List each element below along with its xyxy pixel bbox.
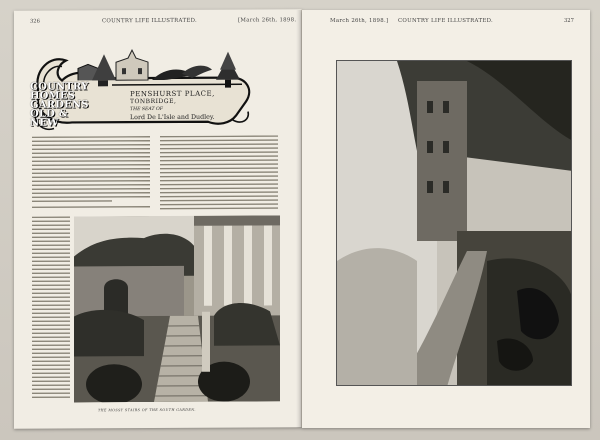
- garden-photograph: [337, 61, 572, 386]
- place-name: PENSHURST PLACE,: [130, 89, 215, 99]
- photo-garden-walk: [336, 60, 572, 386]
- left-running-head: COUNTRY LIFE ILLUSTRATED.: [102, 17, 198, 25]
- place-heading: [130, 90, 250, 123]
- place-owner: Lord De L'Isle and Dudley.: [130, 113, 215, 122]
- photo-mossy-stairs: [74, 215, 280, 402]
- stairs-photograph: [74, 215, 280, 402]
- right-running-head: COUNTRY LIFE ILLUSTRATED.: [398, 18, 494, 24]
- feature-title: [30, 82, 90, 127]
- place-seat: THE SEAT OF: [130, 106, 163, 113]
- right-page: [302, 10, 590, 428]
- body-text-top: [32, 135, 280, 214]
- feature-title-line: HOMES: [30, 90, 76, 102]
- place-town: TONBRIDGE,: [130, 97, 177, 106]
- photo-caption: THE MOSSY STAIRS OF THE SOUTH GARDEN.: [98, 407, 196, 413]
- feature-title-line: GARDENS: [30, 99, 89, 111]
- body-text-left-narrow: [32, 216, 72, 406]
- feature-title-line: OLD & NEW: [30, 108, 68, 129]
- right-page-number: 327: [564, 18, 574, 24]
- left-page-number: 326: [30, 18, 40, 25]
- left-page: [14, 9, 302, 429]
- right-date: March 26th, 1898.]: [330, 18, 389, 24]
- left-date: [March 26th, 1898.: [238, 17, 297, 24]
- magazine-spread: [14, 10, 590, 428]
- feature-title-line: COUNTRY: [30, 81, 89, 93]
